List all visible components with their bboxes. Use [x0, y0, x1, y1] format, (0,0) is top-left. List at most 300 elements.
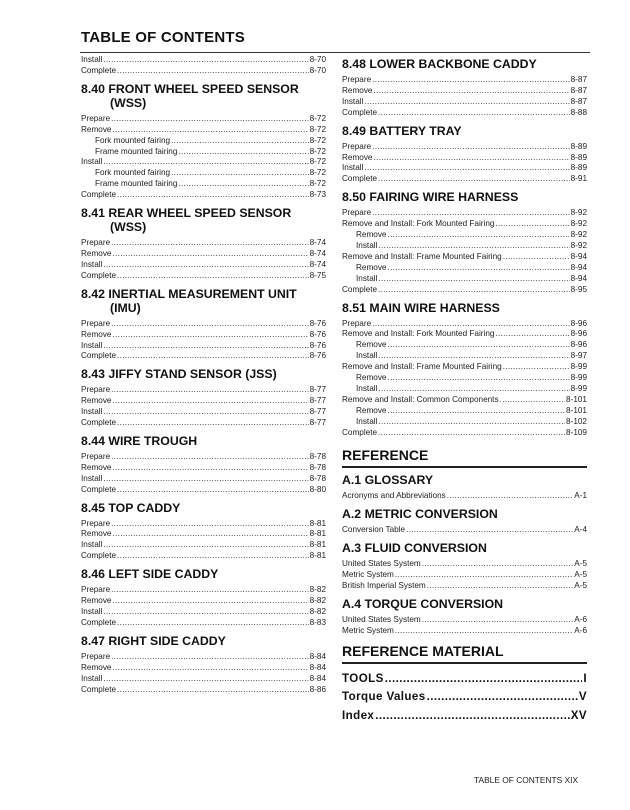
toc-entry[interactable]: [81, 238, 326, 249]
toc-entry-label: Complete: [81, 351, 117, 361]
toc-entry-list: [81, 319, 326, 363]
toc-entry-label: Install: [81, 473, 103, 483]
toc-entry[interactable]: [81, 136, 326, 147]
toc-entry-page: 8-92: [570, 230, 587, 240]
dot-leader: [117, 551, 309, 562]
section-heading[interactable]: [81, 206, 326, 234]
section-heading[interactable]: [342, 190, 587, 204]
toc-entry-label: Remove and Install: Frame Mounted Fairing: [342, 362, 502, 372]
toc-entry-page: 8-73: [309, 190, 326, 200]
dot-leader: [372, 142, 569, 153]
toc-entry[interactable]: [342, 174, 587, 185]
dot-leader: [117, 485, 309, 496]
section-number: 8.51: [342, 300, 366, 315]
dot-leader: [503, 252, 570, 263]
toc-entry-label: Remove: [81, 662, 112, 672]
section-number: 8.46: [81, 567, 105, 582]
toc-entry[interactable]: [81, 452, 326, 463]
toc-entry-label: Remove: [81, 248, 112, 258]
section-number: A.1: [342, 473, 362, 488]
toc-entry-label: Prepare: [81, 651, 111, 661]
toc-entry-label: Metric System: [342, 570, 394, 580]
toc-entry-label: Remove and Install: Fork Mounted Fairing: [342, 329, 495, 339]
toc-entry-label: Acronyms and Abbreviations: [342, 491, 446, 501]
section-title: FRONT WHEEL SPEED SENSOR: [108, 81, 299, 96]
toc-entry-page: 8-74: [309, 259, 326, 269]
section-number: 8.45: [81, 500, 105, 515]
section-heading[interactable]: [81, 434, 326, 448]
toc-entry[interactable]: [81, 551, 326, 562]
toc-entry[interactable]: [81, 407, 326, 418]
dot-leader: [422, 615, 574, 626]
toc-entry-page: 8-72: [309, 146, 326, 156]
toc-entry-page: 8-95: [570, 284, 587, 294]
toc-entry[interactable]: [342, 340, 587, 351]
toc-entry-page: A-6: [574, 615, 587, 624]
toc-entry-list: [342, 142, 587, 186]
toc-entry-page: A-1: [574, 491, 587, 501]
chapter-heading-reference[interactable]: REFERENCE: [342, 447, 429, 464]
reference-material-entry[interactable]: [342, 688, 587, 707]
toc-entry-page: 8-81: [309, 518, 326, 528]
toc-entry-label: United States System: [342, 615, 421, 624]
toc-entry[interactable]: [81, 385, 326, 396]
toc-entry-page: 8-92: [570, 208, 587, 218]
toc-entry-label: Prepare: [81, 585, 111, 595]
dot-leader: [113, 396, 309, 407]
toc-entry-label: Install: [356, 240, 378, 250]
toc-entry[interactable]: [342, 230, 587, 241]
section-heading[interactable]: [342, 541, 587, 555]
toc-entry-label: Remove: [81, 396, 112, 406]
toc-entry[interactable]: [81, 66, 326, 77]
toc-entry-list: [342, 319, 587, 439]
dot-leader: [378, 241, 569, 252]
dot-leader: [113, 663, 309, 674]
toc-entry-label: Conversion Table: [342, 525, 406, 535]
toc-entry-label: Prepare: [81, 385, 111, 395]
toc-entry-label: Metric System: [342, 625, 394, 635]
dot-leader: [111, 652, 308, 663]
dot-leader: [375, 707, 569, 726]
toc-entry-label: Complete: [81, 418, 117, 428]
toc-entry[interactable]: [342, 428, 587, 439]
toc-entry-label: Install: [356, 383, 378, 393]
toc-entry[interactable]: [342, 208, 587, 219]
toc-entry-page: 8-81: [309, 551, 326, 561]
toc-entry[interactable]: [81, 271, 326, 282]
dot-leader: [406, 525, 573, 536]
toc-entry-page: 8-76: [309, 340, 326, 350]
toc-entry-label: Prepare: [81, 518, 111, 528]
section-heading[interactable]: [342, 507, 587, 521]
toc-entry-label: Remove: [81, 124, 112, 134]
section-number: 8.49: [342, 123, 366, 138]
dot-leader: [103, 540, 308, 551]
dot-leader: [117, 190, 309, 201]
chapter-divider: [342, 466, 587, 468]
toc-entry[interactable]: [342, 406, 587, 417]
toc-entry[interactable]: [81, 55, 326, 66]
toc-entry[interactable]: [81, 396, 326, 407]
toc-entry-list: [342, 75, 587, 119]
toc-entry-label: Frame mounted fairing: [95, 179, 178, 189]
dot-leader: [178, 147, 308, 158]
toc-entry-page: I: [583, 671, 587, 685]
toc-entry-list: [342, 491, 587, 502]
toc-entry-label: TOOLS: [342, 671, 384, 685]
toc-entry-label: Install: [356, 416, 378, 426]
toc-entry-label: Complete: [342, 427, 378, 437]
toc-entry-page: 8-91: [570, 174, 587, 184]
toc-entry-label: Remove and Install: Fork Mounted Fairing: [342, 219, 495, 229]
toc-entry-page: 8-89: [570, 141, 587, 151]
toc-entry-page: 8-78: [309, 462, 326, 472]
toc-entry[interactable]: [342, 417, 587, 428]
toc-entry-page: 8-75: [309, 270, 326, 280]
toc-entry-label: Install: [356, 273, 378, 283]
toc-entry-label: Install: [81, 157, 103, 167]
toc-entry-page: A-6: [574, 625, 587, 635]
toc-entry-label: Install: [356, 351, 378, 361]
toc-entry-list: [342, 525, 587, 536]
toc-entry-page: 8-72: [309, 157, 326, 167]
dot-leader: [388, 340, 570, 351]
dot-leader: [113, 596, 309, 607]
toc-entry-page: 8-72: [309, 168, 326, 178]
toc-entry-label: Prepare: [342, 208, 372, 218]
toc-entry-page: 8-81: [309, 529, 326, 539]
section-heading[interactable]: [342, 124, 587, 138]
toc-entry[interactable]: [81, 351, 326, 362]
toc-entry[interactable]: [81, 168, 326, 179]
toc-entry[interactable]: [342, 351, 587, 362]
toc-entry[interactable]: [342, 163, 587, 174]
toc-entry-page: 8-84: [309, 673, 326, 683]
dot-leader: [395, 626, 573, 637]
toc-entry-label: Remove: [342, 152, 373, 162]
toc-entry[interactable]: [81, 607, 326, 618]
toc-entry-label: Prepare: [81, 238, 111, 248]
dot-leader: [427, 581, 574, 592]
toc-entry[interactable]: [342, 559, 587, 570]
toc-entry-label: Complete: [81, 190, 117, 200]
toc-entry[interactable]: [342, 373, 587, 384]
section-heading[interactable]: [81, 501, 326, 515]
toc-entry-page: 8-87: [570, 75, 587, 84]
dot-leader: [113, 463, 309, 474]
toc-entry[interactable]: [342, 219, 587, 230]
toc-section: [342, 301, 587, 439]
section-heading[interactable]: [342, 473, 587, 487]
toc-entry[interactable]: [81, 319, 326, 330]
section-number: A.4: [342, 597, 362, 611]
toc-entry-page: 8-70: [309, 65, 326, 75]
toc-entry-page: 8-87: [570, 85, 587, 95]
toc-entry[interactable]: [81, 330, 326, 341]
toc-entry-page: 8-94: [570, 251, 587, 261]
toc-entry[interactable]: [81, 585, 326, 596]
toc-entry-label: Remove: [356, 373, 387, 383]
toc-entry[interactable]: [81, 125, 326, 136]
toc-entry[interactable]: [342, 329, 587, 340]
toc-entry-label: Prepare: [342, 75, 372, 84]
toc-entry-page: 8-77: [309, 418, 326, 428]
toc-entry-label: Prepare: [81, 318, 111, 328]
toc-entry-label: Complete: [81, 484, 117, 494]
toc-entry[interactable]: [81, 618, 326, 629]
dot-leader: [378, 174, 570, 185]
toc-entry[interactable]: [81, 485, 326, 496]
toc-entry-page: 8-92: [570, 219, 587, 229]
toc-entry[interactable]: [342, 75, 587, 86]
toc-entry[interactable]: [342, 108, 587, 119]
toc-entry[interactable]: [342, 581, 587, 592]
toc-entry-page: 8-77: [309, 396, 326, 406]
dot-leader: [103, 674, 308, 685]
dot-leader: [500, 395, 566, 406]
dot-leader: [171, 168, 309, 179]
toc-entry[interactable]: [342, 395, 587, 406]
section-number: 8.42: [81, 286, 105, 301]
chapter-heading-reference-material[interactable]: REFERENCE MATERIAL: [342, 642, 504, 659]
toc-entry-page: 8-82: [309, 585, 326, 595]
toc-entry-label: Torque Values: [342, 690, 426, 704]
toc-entry[interactable]: [81, 529, 326, 540]
toc-entry-page: 8-82: [309, 596, 326, 606]
section-title: JIFFY STAND SENSOR (JSS): [108, 367, 277, 382]
dot-leader: [388, 406, 566, 417]
section-heading[interactable]: [81, 567, 326, 581]
toc-entry[interactable]: [81, 540, 326, 551]
toc-section: [342, 507, 587, 536]
toc-entry-label: Complete: [81, 684, 117, 694]
toc-entry-list: [81, 452, 326, 496]
toc-entry[interactable]: [81, 190, 326, 201]
toc-entry-page: 8-72: [309, 135, 326, 145]
toc-entry[interactable]: [342, 241, 587, 252]
section-title-continued: (WSS): [110, 220, 147, 235]
toc-entry[interactable]: [81, 147, 326, 158]
toc-entry-page: 8-72: [309, 179, 326, 189]
dot-leader: [378, 274, 569, 285]
toc-entry-page: 8-84: [309, 651, 326, 661]
section-number: 8.41: [81, 206, 105, 221]
toc-entry-list: [342, 559, 587, 592]
section-number: 8.48: [342, 57, 366, 71]
section-title: LEFT SIDE CADDY: [108, 567, 219, 582]
toc-entry-page: 8-82: [309, 607, 326, 616]
toc-section: [342, 57, 587, 119]
dot-leader: [372, 75, 569, 86]
toc-entry-label: Complete: [342, 284, 378, 294]
title-divider: [80, 52, 590, 53]
toc-entry[interactable]: [342, 491, 587, 502]
dot-leader: [117, 685, 309, 696]
toc-entry-page: A-5: [574, 559, 587, 569]
dot-leader: [372, 319, 569, 330]
toc-entry-label: Install: [342, 96, 364, 106]
toc-entry-label: Install: [81, 55, 103, 64]
toc-entry-page: 8-84: [309, 662, 326, 672]
toc-entry-list: [81, 652, 326, 696]
toc-entry[interactable]: [81, 463, 326, 474]
dot-leader: [103, 607, 308, 618]
section-heading[interactable]: [342, 597, 587, 611]
page-title: TABLE OF CONTENTS: [81, 29, 245, 46]
dot-leader: [111, 319, 308, 330]
section-title: FLUID CONVERSION: [364, 541, 487, 556]
dot-leader: [495, 329, 569, 340]
toc-entry-page: 8-78: [309, 473, 326, 483]
toc-entry[interactable]: [81, 474, 326, 485]
toc-entry-label: Complete: [342, 174, 378, 184]
reference-material-entry[interactable]: [342, 670, 587, 689]
toc-entry-page: 8-72: [309, 124, 326, 134]
section-title-continued: (IMU): [110, 300, 141, 315]
toc-entry-label: Install: [342, 163, 364, 173]
toc-entry-label: Remove: [81, 462, 112, 472]
dot-leader: [378, 108, 570, 119]
toc-entry-list: [81, 114, 326, 201]
toc-entry[interactable]: [81, 249, 326, 260]
toc-entry-label: Complete: [81, 551, 117, 561]
toc-entry-label: Install: [81, 673, 103, 683]
toc-entry-label: Prepare: [342, 141, 372, 151]
section-heading[interactable]: [81, 634, 326, 648]
dot-leader: [111, 385, 308, 396]
toc-entry[interactable]: [81, 157, 326, 168]
toc-entry-page: 8-101: [566, 394, 587, 404]
page-footer: TABLE OF CONTENTS XIX: [474, 775, 579, 785]
section-heading[interactable]: [81, 367, 326, 381]
dot-leader: [378, 285, 570, 296]
toc-entry[interactable]: [342, 285, 587, 296]
dot-leader: [113, 125, 309, 136]
toc-entry[interactable]: [342, 570, 587, 581]
toc-entry[interactable]: [81, 596, 326, 607]
toc-entry-page: 8-81: [309, 540, 326, 550]
section-number: 8.47: [81, 633, 105, 648]
toc-left-column: [81, 55, 326, 695]
toc-entry-list: [81, 238, 326, 282]
toc-entry-label: Complete: [81, 617, 117, 627]
section-heading[interactable]: [342, 301, 587, 315]
section-title: MAIN WIRE HARNESS: [369, 300, 500, 315]
dot-leader: [103, 407, 308, 418]
dot-leader: [388, 230, 570, 241]
toc-entry-page: 8-94: [570, 262, 587, 272]
section-title: RIGHT SIDE CADDY: [108, 633, 226, 648]
toc-entry-label: Complete: [81, 65, 117, 75]
toc-entry[interactable]: [342, 362, 587, 373]
reference-material-entry[interactable]: [342, 707, 587, 726]
dot-leader: [388, 373, 570, 384]
dot-leader: [378, 428, 565, 439]
toc-entry-page: A-5: [574, 581, 587, 591]
toc-entry-label: Prepare: [342, 318, 372, 328]
toc-entry[interactable]: [342, 319, 587, 330]
toc-entry-page: V: [578, 690, 587, 704]
toc-section: [81, 434, 326, 496]
section-heading[interactable]: [81, 82, 326, 110]
toc-entry-list: [342, 208, 587, 295]
toc-entry-page: 8-89: [570, 163, 587, 173]
toc-entry[interactable]: [342, 252, 587, 263]
toc-section: [81, 367, 326, 429]
toc-entry-page: A-4: [574, 525, 587, 535]
toc-entry-page: 8-76: [309, 351, 326, 361]
toc-entry[interactable]: [81, 179, 326, 190]
toc-entry-label: Remove and Install: Common Components: [342, 394, 499, 404]
section-title: REAR WHEEL SPEED SENSOR: [108, 206, 292, 221]
toc-entry-label: Remove: [81, 329, 112, 339]
toc-entry[interactable]: [81, 260, 326, 271]
section-title-continued: (WSS): [110, 95, 147, 110]
toc-entry-label: Install: [81, 407, 103, 417]
dot-leader: [427, 688, 578, 707]
toc-entry-page: 8-77: [309, 385, 326, 395]
section-title: GLOSSARY: [364, 473, 434, 488]
toc-section: [342, 541, 587, 592]
dot-leader: [385, 670, 583, 689]
toc-entry[interactable]: [342, 263, 587, 274]
toc-entry[interactable]: [342, 274, 587, 285]
section-title: TOP CADDY: [108, 500, 181, 515]
toc-entry-label: Remove: [356, 405, 387, 415]
toc-entry-page: 8-89: [570, 152, 587, 162]
toc-entry[interactable]: [81, 341, 326, 352]
toc-entry[interactable]: [342, 142, 587, 153]
section-heading[interactable]: [81, 287, 326, 315]
toc-section: [81, 634, 326, 696]
toc-entry[interactable]: [342, 153, 587, 164]
toc-entry[interactable]: [81, 114, 326, 125]
dot-leader: [447, 491, 573, 502]
dot-leader: [364, 97, 569, 108]
dot-leader: [378, 351, 569, 362]
dot-leader: [364, 163, 569, 174]
toc-entry[interactable]: [342, 525, 587, 536]
toc-entry[interactable]: [342, 384, 587, 395]
toc-entry-list: [81, 519, 326, 563]
toc-right-column: [342, 55, 587, 725]
toc-entry-label: Install: [81, 607, 103, 616]
section-heading[interactable]: [342, 57, 587, 71]
section-number: A.3: [342, 541, 362, 556]
toc-entry[interactable]: [81, 674, 326, 685]
toc-entry[interactable]: [342, 626, 587, 637]
toc-entry[interactable]: [81, 652, 326, 663]
section-title: LOWER BACKBONE CADDY: [369, 57, 537, 71]
toc-entry[interactable]: [342, 615, 587, 626]
toc-entry-page: 8-99: [570, 383, 587, 393]
toc-entry-label: Fork mounted fairing: [95, 135, 171, 145]
dot-leader: [117, 351, 309, 362]
dot-leader: [113, 249, 309, 260]
toc-section: [81, 501, 326, 563]
toc-entry[interactable]: [81, 685, 326, 696]
toc-entry[interactable]: [342, 97, 587, 108]
toc-entry-page: 8-76: [309, 318, 326, 328]
toc-entry-page: 8-96: [570, 318, 587, 328]
toc-entry[interactable]: [342, 86, 587, 97]
toc-entry-page: 8-87: [570, 96, 587, 106]
toc-entry[interactable]: [81, 418, 326, 429]
toc-entry[interactable]: [81, 519, 326, 530]
dot-leader: [113, 529, 309, 540]
toc-entry[interactable]: [81, 663, 326, 674]
